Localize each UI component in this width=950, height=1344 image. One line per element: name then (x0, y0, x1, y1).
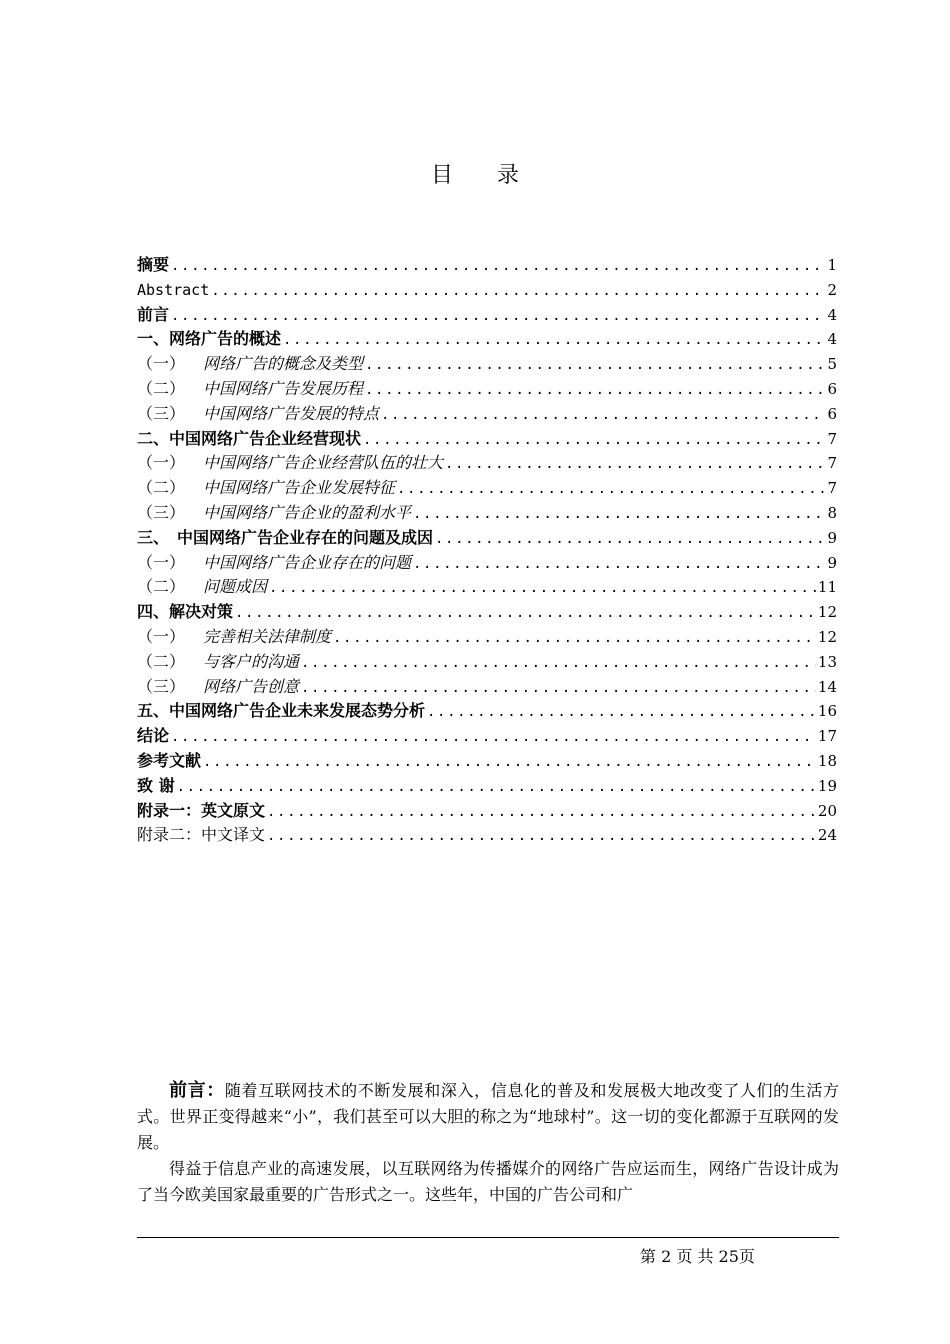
toc-entry-text: 与客户的沟通 (203, 651, 300, 671)
toc-entry-text: Abstract (137, 280, 210, 299)
toc-entry-label (137, 823, 265, 848)
toc-entry-text: 四、解决对策 (137, 602, 234, 622)
toc-entry-text: 三、 中国网络广告企业存在的问题及成因 (137, 527, 434, 547)
toc-entry[interactable] (137, 600, 837, 625)
toc-entry[interactable] (137, 724, 837, 749)
toc-entry-number: （三） (137, 676, 186, 696)
toc-entry-text: 中国网络广告发展的特点 (203, 403, 380, 423)
toc-entry[interactable] (137, 327, 837, 352)
toc-entry-page: 7 (827, 454, 837, 473)
toc-entry-label (137, 303, 169, 328)
toc-leader-dots (235, 601, 816, 626)
toc-entry[interactable] (137, 501, 837, 526)
toc-leader-dots (283, 328, 825, 353)
toc-title-char-1: 目 (430, 163, 453, 188)
toc-entry-label (137, 476, 395, 501)
toc-entry-text: 网络广告的概念及类型 (203, 354, 364, 374)
toc-entry-page: 17 (817, 727, 837, 746)
toc-entry-label (137, 650, 299, 675)
toc-entry-page: 19 (817, 776, 837, 795)
toc-leader-dots (301, 651, 816, 676)
toc-entry-page: 6 (827, 379, 837, 398)
intro-lead: 前言： (169, 1080, 225, 1101)
toc-entry-page: 9 (827, 528, 837, 547)
toc-entry-page: 12 (817, 627, 837, 646)
toc-entry-text: 中国网络广告企业存在的问题 (203, 552, 412, 572)
toc-entry-page: 8 (827, 503, 837, 522)
toc-leader-dots (211, 279, 825, 304)
toc-leader-dots (333, 626, 816, 651)
toc-entry-label (137, 278, 209, 303)
toc-entry[interactable] (137, 625, 837, 650)
toc-entry[interactable] (137, 253, 837, 278)
toc-entry[interactable] (137, 451, 837, 476)
toc-entry-text: 结论 (137, 726, 170, 746)
toc-entry[interactable] (137, 352, 837, 377)
toc-entry[interactable] (137, 575, 837, 600)
toc-leader-dots (171, 725, 816, 750)
toc-entry-number: （三） (137, 502, 186, 522)
toc-entry-page: 7 (827, 429, 837, 448)
toc-entry-label (137, 451, 443, 476)
toc-entry-page: 18 (817, 751, 837, 770)
toc-entry-number: （一） (137, 552, 186, 572)
intro-paragraph-1-text: 随着互联网技术的不断发展和深入，信息化的普及和发展极大地改变了人们的生活方式。世界正变得越来“小”，我们甚至可以大胆的称之为“地球村”。这一切的变化都源于互联网的发展。 (137, 1081, 839, 1152)
toc-entry[interactable] (137, 526, 837, 551)
toc-leader-dots (381, 403, 825, 428)
toc-entry[interactable] (137, 427, 837, 452)
toc-entry-page: 5 (827, 355, 837, 374)
toc-entry-label (137, 675, 299, 700)
toc-entry-text: 附录一：英文原文 (137, 800, 266, 820)
toc-entry-label (137, 526, 433, 551)
toc-leader-dots (413, 502, 825, 527)
toc-leader-dots (397, 477, 825, 502)
toc-entry-text: 前言 (137, 304, 170, 324)
toc-leader-dots (363, 428, 825, 453)
intro-paragraph-1 (137, 1078, 839, 1156)
toc-leader-dots (267, 800, 816, 825)
toc-entry-number: （二） (137, 651, 186, 671)
toc-entry-page: 1 (827, 256, 837, 274)
toc-entry[interactable] (137, 699, 837, 724)
toc-leader-dots (267, 824, 816, 849)
intro-paragraph-2: 得益于信息产业的高速发展，以互联网络为传播媒介的网络广告应运而生，网络广告设计成为了当今欧美国家最重要的广告形式之一。这些年，中国的广告公司和广 (137, 1159, 839, 1204)
toc-entry-label (137, 501, 411, 526)
toc-entry-text: 网络广告创意 (203, 676, 300, 696)
toc-entry-page: 24 (817, 826, 837, 845)
toc-entry-text: 二、中国网络广告企业经营现状 (137, 428, 362, 448)
table-of-contents (137, 253, 837, 848)
toc-entry-text: 一、网络广告的概述 (137, 329, 282, 349)
toc-entry-page: 9 (827, 553, 837, 572)
toc-leader-dots (413, 552, 825, 577)
toc-entry-label (137, 427, 361, 452)
toc-title (0, 158, 950, 189)
toc-leader-dots (365, 378, 825, 403)
toc-entry[interactable] (137, 377, 837, 402)
toc-entry-text: 中国网络广告企业发展特征 (203, 478, 396, 498)
toc-entry-label (137, 327, 281, 352)
toc-entry-page: 6 (827, 404, 837, 423)
toc-entry-page: 13 (817, 652, 837, 671)
toc-entry-label (137, 575, 267, 600)
toc-entry-number: （三） (137, 403, 186, 423)
toc-leader-dots (171, 304, 825, 329)
toc-entry-text: 参考文献 (137, 750, 202, 770)
toc-entry-label (137, 699, 425, 724)
toc-entry-page: 20 (817, 801, 837, 820)
toc-title-char-2: 录 (497, 163, 520, 188)
toc-entry-text: 中国网络广告企业经营队伍的壮大 (203, 453, 444, 473)
toc-entry-label (137, 551, 411, 576)
toc-entry-number: （二） (137, 478, 186, 498)
toc-entry[interactable] (137, 278, 837, 303)
toc-entry-page: 11 (817, 578, 837, 597)
toc-entry-page: 4 (827, 330, 837, 349)
toc-entry-label (137, 253, 169, 278)
toc-entry-text: 问题成因 (203, 577, 268, 597)
toc-entry[interactable] (137, 650, 837, 675)
toc-entry-label (137, 774, 175, 799)
toc-entry-label (137, 625, 331, 650)
toc-leader-dots (427, 700, 816, 725)
toc-entry-page: 4 (827, 305, 837, 324)
toc-leader-dots (365, 353, 825, 378)
toc-entry-text: 致 谢 (137, 775, 175, 795)
toc-leader-dots (171, 254, 825, 279)
toc-entry-label (137, 799, 265, 824)
toc-entry[interactable] (137, 303, 837, 328)
toc-entry[interactable] (137, 402, 837, 427)
toc-entry-text: 中国网络广告发展历程 (203, 378, 364, 398)
toc-leader-dots (445, 452, 825, 477)
toc-entry-label (137, 352, 363, 377)
toc-entry-label (137, 749, 201, 774)
toc-entry[interactable] (137, 675, 837, 700)
toc-entry-number: （一） (137, 354, 186, 374)
toc-entry-number: （一） (137, 626, 186, 646)
toc-entry-label (137, 600, 233, 625)
toc-entry-page: 7 (827, 479, 837, 498)
toc-entry-page: 16 (817, 702, 837, 721)
toc-entry-page: 12 (817, 603, 837, 622)
toc-entry-page: 14 (817, 677, 837, 696)
toc-entry-page: 2 (827, 280, 837, 299)
toc-entry-number: （一） (137, 453, 186, 473)
toc-leader-dots (203, 750, 816, 775)
toc-entry-text: 完善相关法律制度 (203, 626, 332, 646)
toc-entry[interactable] (137, 551, 837, 576)
toc-entry-label (137, 402, 379, 427)
toc-entry[interactable] (137, 774, 837, 799)
toc-entry[interactable] (137, 823, 837, 848)
toc-entry-label (137, 377, 363, 402)
toc-entry-number: （二） (137, 378, 186, 398)
toc-entry-label (137, 724, 169, 749)
intro-section (137, 1078, 839, 1208)
footer-divider (137, 1237, 839, 1238)
page-footer: 第 2 页 共 25页 (640, 1247, 755, 1266)
toc-entry-text: 摘要 (137, 255, 170, 274)
toc-entry-text: 中国网络广告企业的盈利水平 (203, 502, 412, 522)
toc-entry[interactable] (137, 749, 837, 774)
toc-leader-dots (269, 576, 816, 601)
toc-leader-dots (301, 676, 816, 701)
toc-entry[interactable] (137, 799, 837, 824)
toc-entry-text: 五、中国网络广告企业未来发展态势分析 (137, 701, 426, 721)
toc-entry-number: （二） (137, 577, 186, 597)
toc-entry[interactable] (137, 476, 837, 501)
toc-entry-text: 附录二：中文译文 (137, 825, 266, 845)
toc-leader-dots (177, 775, 816, 800)
toc-leader-dots (435, 527, 825, 552)
